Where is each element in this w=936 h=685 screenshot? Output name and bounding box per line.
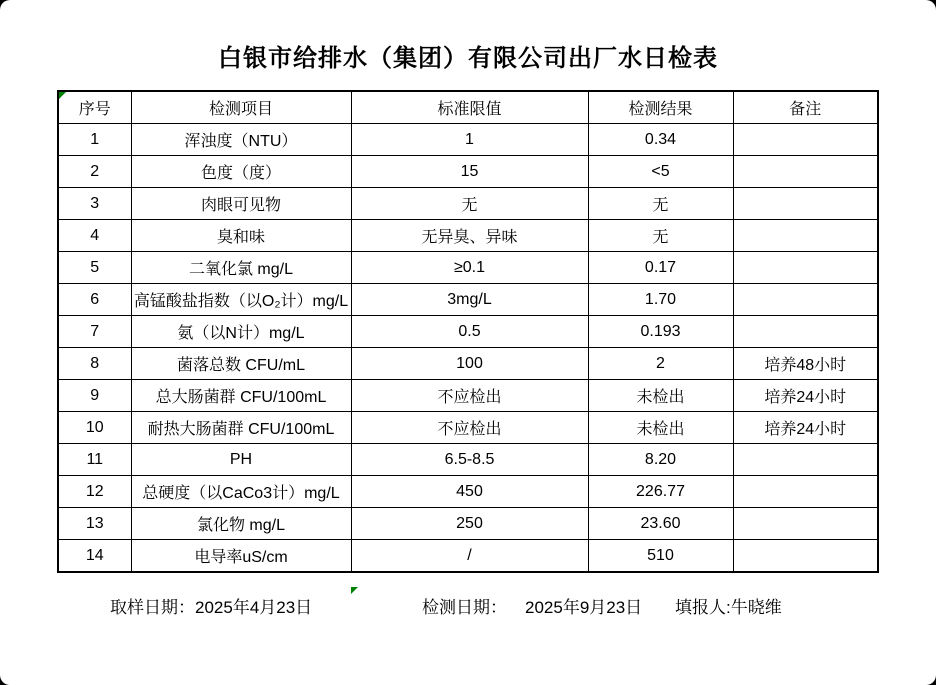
cell-limit: 450 <box>351 476 588 508</box>
cell-item: 总硬度（以CaCo3计）mg/L <box>131 476 351 508</box>
cell-limit: 0.5 <box>351 316 588 348</box>
cell-remark <box>733 284 878 316</box>
header-limit: 标准限值 <box>351 91 588 124</box>
cell-seq: 12 <box>58 476 131 508</box>
reporter-value: 牛晓维 <box>730 598 782 617</box>
cell-result: 226.77 <box>588 476 733 508</box>
cell-limit: 6.5-8.5 <box>351 444 588 476</box>
cell-seq: 4 <box>58 220 131 252</box>
cell-result: 0.34 <box>588 124 733 156</box>
cell-seq: 8 <box>58 348 131 380</box>
header-seq: 序号 <box>58 91 131 124</box>
cell-remark <box>733 156 878 188</box>
cell-seq: 5 <box>58 252 131 284</box>
cell-result: 0.17 <box>588 252 733 284</box>
header-result: 检测结果 <box>588 91 733 124</box>
cell-remark <box>733 252 878 284</box>
sample-date-label: 取样日期： <box>110 598 195 617</box>
cell-item: 臭和味 <box>131 220 351 252</box>
table-row <box>58 476 878 508</box>
cell-item: 浑浊度（NTU） <box>131 124 351 156</box>
sample-date-value: 2025年4月23日 <box>195 598 313 617</box>
table-row <box>58 156 878 188</box>
cell-remark: 培养24小时 <box>733 380 878 412</box>
table-row <box>58 124 878 156</box>
table-row <box>58 220 878 252</box>
cell-limit: 250 <box>351 508 588 540</box>
header-remark: 备注 <box>733 91 878 124</box>
table-row <box>58 444 878 476</box>
table-row <box>58 188 878 220</box>
cell-item: 高锰酸盐指数（以O₂计）mg/L <box>131 284 351 316</box>
cell-seq: 11 <box>58 444 131 476</box>
cell-seq: 9 <box>58 380 131 412</box>
test-date <box>422 593 642 618</box>
cell-limit: 不应检出 <box>351 380 588 412</box>
cell-limit: 3mg/L <box>351 284 588 316</box>
cell-result: 2 <box>588 348 733 380</box>
table-row <box>58 540 878 573</box>
cell-remark: 培养24小时 <box>733 412 878 444</box>
cell-limit: / <box>351 540 588 573</box>
cell-item: 二氧化氯 mg/L <box>131 252 351 284</box>
cell-limit: 不应检出 <box>351 412 588 444</box>
cell-seq: 6 <box>58 284 131 316</box>
cell-result: 23.60 <box>588 508 733 540</box>
test-date-label: 检测日期： <box>422 598 507 617</box>
table-row <box>58 284 878 316</box>
table-body <box>58 124 878 573</box>
cell-remark <box>733 220 878 252</box>
cell-item: 氨（以N计）mg/L <box>131 316 351 348</box>
table-row <box>58 412 878 444</box>
table-row <box>58 252 878 284</box>
cell-result: 0.193 <box>588 316 733 348</box>
page-title: 白银市给排水（集团）有限公司出厂水日检表 <box>218 45 718 72</box>
cell-seq: 10 <box>58 412 131 444</box>
cell-result: 无 <box>588 220 733 252</box>
cell-remark <box>733 476 878 508</box>
table-row <box>58 380 878 412</box>
cell-limit: 1 <box>351 124 588 156</box>
table-header-row <box>58 91 878 124</box>
reporter <box>675 593 782 618</box>
cell-item: 耐热大肠菌群 CFU/100mL <box>131 412 351 444</box>
cell-result: 未检出 <box>588 380 733 412</box>
cell-remark: 培养48小时 <box>733 348 878 380</box>
cell-result: 510 <box>588 540 733 573</box>
cell-seq: 7 <box>58 316 131 348</box>
inspection-table <box>57 90 879 573</box>
cell-remark <box>733 540 878 573</box>
cell-item: 菌落总数 CFU/mL <box>131 348 351 380</box>
cell-seq: 13 <box>58 508 131 540</box>
cell-item: 肉眼可见物 <box>131 188 351 220</box>
cell-item: 总大肠菌群 CFU/100mL <box>131 380 351 412</box>
cell-result: 无 <box>588 188 733 220</box>
cell-item: 电导率uS/cm <box>131 540 351 573</box>
cell-limit: 无异臭、异味 <box>351 220 588 252</box>
table-row <box>58 316 878 348</box>
cell-seq: 2 <box>58 156 131 188</box>
cell-limit: ≥0.1 <box>351 252 588 284</box>
cell-remark <box>733 316 878 348</box>
excel-error-marker-icon <box>351 587 358 594</box>
cell-seq: 1 <box>58 124 131 156</box>
reporter-label: 填报人: <box>675 598 731 617</box>
table-row <box>58 508 878 540</box>
sample-date <box>110 593 312 618</box>
cell-remark <box>733 188 878 220</box>
cell-result: 8.20 <box>588 444 733 476</box>
cell-result: <5 <box>588 156 733 188</box>
cell-remark <box>733 444 878 476</box>
cell-limit: 100 <box>351 348 588 380</box>
header-item: 检测项目 <box>131 91 351 124</box>
table-row <box>58 348 878 380</box>
cell-item: 色度（度） <box>131 156 351 188</box>
cell-item: 氯化物 mg/L <box>131 508 351 540</box>
test-date-value: 2025年9月23日 <box>525 598 643 617</box>
cell-limit: 无 <box>351 188 588 220</box>
cell-limit: 15 <box>351 156 588 188</box>
cell-seq: 14 <box>58 540 131 573</box>
cell-result: 未检出 <box>588 412 733 444</box>
cell-result: 1.70 <box>588 284 733 316</box>
cell-item: PH <box>131 444 351 476</box>
cell-seq: 3 <box>58 188 131 220</box>
cell-remark <box>733 508 878 540</box>
cell-remark <box>733 124 878 156</box>
